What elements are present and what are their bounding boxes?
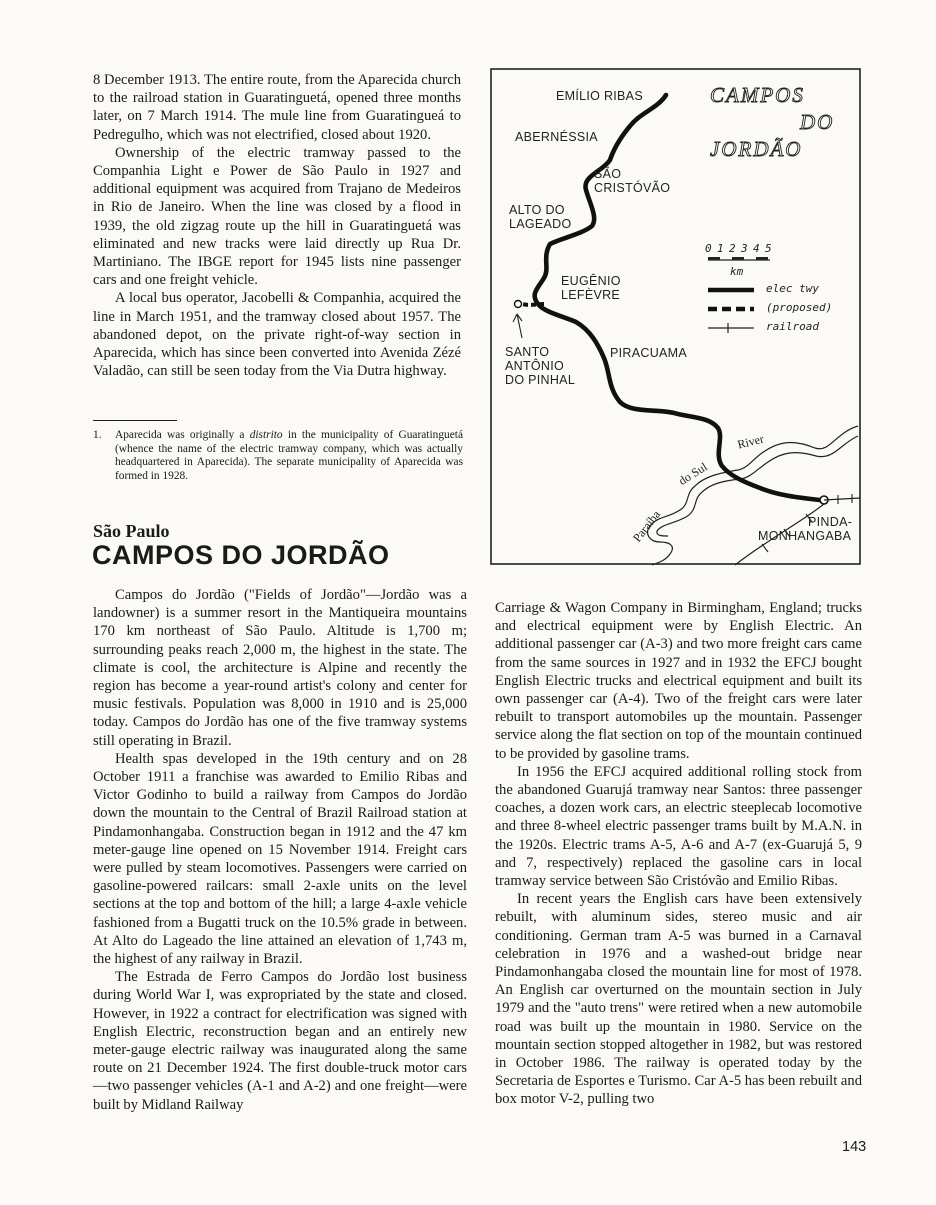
section-title: CAMPOS DO JORDÃO — [92, 540, 390, 570]
station-eugenio-lefevre-line-1: EUGÊNIO — [561, 274, 621, 288]
proposed-branch-line — [522, 304, 544, 305]
station-emilio-ribas: EMÍLIO RIBAS — [556, 89, 643, 103]
paragraph: Campos do Jordão ("Fields of Jordão"—Jordão was a landowner) is a summer resort in the Mantiqueira mountains 170 km northeast of São Paulo. Altitude is 1,700 m; surrounding peaks reach 2,000 m, the highest in the state. The climate is cool, the architecture is Alpine and recently the region has become a year-round artist's colony and center for music festivals. Population was 8,000 in 1910 and is 25,000 today. Campos do Jordão has one of the five tramway systems still operating in Brazil. — [93, 587, 467, 749]
paragraph: 8 December 1913. The entire route, from the Aparecida church to the railroad station in Guaratinguetá, opened three months later, on 7 March 1914. The mule line from Guaratingueá to Pedregulho, which was not electrified, closed about 1920. — [93, 72, 461, 143]
map-title-line-1: CAMPOS — [710, 83, 805, 107]
river-label-do-sul: do Sul — [676, 459, 710, 488]
paragraph: Ownership of the electric tramway passed to the Companhia Light e Power de São Paulo in 1927 and additional equipment was acquired from Trajano de Medeiros in Rio de Janeiro. When the line was closed by a flood in 1939, the old zigzag route up the hill in Guaratinguetá was eliminated and new tracks were laid directly up Rua Dr. Martiniano. The IBGE report for 1945 lists nine passenger cars and one freight vehicle. — [93, 144, 461, 289]
proposed-terminus-marker — [515, 301, 522, 308]
scale-tick-label: 4 — [753, 242, 760, 255]
station-abernessia: ABERNÉSSIA — [515, 130, 598, 144]
station-santo-antonio-line-2: ANTÔNIO — [505, 359, 565, 373]
region-heading: São Paulo — [93, 521, 170, 541]
footnote-number: 1. — [93, 429, 102, 441]
scale-tick-label: 1 — [717, 242, 724, 255]
scale-unit: km — [730, 265, 744, 278]
station-pindamonhangaba-line-1: PINDA- — [808, 515, 853, 529]
legend-proposed-label: (proposed) — [766, 301, 833, 314]
scale-tick-label: 0 — [705, 242, 712, 255]
railroad-line-east — [824, 498, 860, 500]
station-eugenio-lefevre-line-2: LEFÈVRE — [561, 288, 621, 302]
station-santo-antonio-line-1: SANTO — [505, 345, 550, 359]
santo-antonio-arrow — [513, 314, 522, 338]
river-label-river: River — [736, 431, 766, 452]
paragraph: The Estrada de Ferro Campos do Jordão lost business during World War I, was expropriated by the state and closed. However, in 1922 a contract for electrification was signed with English Electric, reconstruction began and an entirely new meter-gauge electric railway was inaugurated along the same route on 21 December 1924. The first double-truck motor cars—two passenger vehicles (A-1 and A-2) and one freight—were built by Midland Railway — [93, 969, 467, 1113]
scale-bar-fill — [756, 257, 768, 261]
footnote-text — [115, 429, 463, 483]
station-sao-cristovao-line-2: CRISTÓVÃO — [594, 181, 671, 195]
paragraph: In 1956 the EFCJ acquired additional rolling stock from the abandoned Guarujá tramway near Santos: three passenger coaches, a dozen work cars, an electric steeplecab locomotive and three 8-wheel electric passenger trams built by M.A.N. in the 1920s. Electric trams A-5, A-6 and A-7 (ex-Guarujá 5, 9 and 7, respectively) replaced the gasoline cars in local tramway service between São Cristóvão and Emilio Ribas. — [495, 763, 862, 890]
paragraph: In recent years the English cars have been extensively rebuilt, with aluminum sides, stereo music and air conditioning. German tram A-5 was burned in a Carnaval celebration in 1976 and a washed-out bridge near Pindamonhangaba closed the mountain line for most of 1978. An English car overturned on the mountain section in July 1979 and the "auto trens" were retired when a new automobile road was built up the mountain in 1980. Service on the mountain section stopped altogether in 1982, but was restored in October 1986. The railway is operated today by the Secretaria de Esportes e Turismo. Car A-5 has been rebuilt and box motor V-2, pulling two — [495, 891, 862, 1108]
paragraph: Carriage & Wagon Company in Birmingham, England; trucks and electrical equipment were by English Electric. An additional passenger car (A-3) and two more freight cars came from the same sources in 1927 and in 1932 the EFCJ bought English Electric trucks and electrical equipment and built its own passenger car (A-4). Two of the freight cars were later rebuilt to transport automobiles up the mountain. Passenger service along the flat section on top of the mountain continued to be provided by gasoline trams. — [495, 600, 862, 762]
station-santo-antonio-line-3: DO PINHAL — [505, 373, 576, 387]
scale-tick-label: 5 — [765, 242, 772, 255]
map-title-line-3: JORDÃO — [710, 137, 803, 161]
footnote-italic-term: distrito — [249, 429, 283, 441]
paragraph: Health spas developed in the 19th century and on 28 October 1911 a franchise was awarded to Emilio Ribas and Victor Godinho to build a railway from Campos do Jordão down the mountain to the Central of Brazil Railroad station at Pindamonhangaba. Construction began in 1912 and the 47 km meter-gauge line opened on 15 November 1914. Freight cars were pulled by steam locomotives. Passengers were carried on gasoline-powered railcars: small 2-axle units on the level sections at the top and bottom of the hill; a large 4-axle vehicle fashioned from a Bugatti truck on the 10.5% grade in between. At Alto do Lageado the line attained an elevation of 1,743 m, the highest of any railway in Brazil. — [93, 750, 467, 968]
route-map — [490, 68, 862, 566]
scale-tick-label: 3 — [741, 242, 748, 255]
station-piracuama: PIRACUAMA — [610, 346, 688, 360]
footnote-divider — [93, 420, 177, 421]
station-pindamonhangaba-line-2: MONHANGABA — [758, 529, 852, 543]
legend-elec-label: elec twy — [766, 282, 819, 295]
footnote-text-part: Aparecida was originally a — [115, 429, 250, 441]
right-column — [495, 599, 862, 1109]
station-alto-lageado-line-2: LAGEADO — [509, 217, 572, 231]
map-title-line-2: DO — [800, 110, 835, 134]
scale-bar-fill — [708, 257, 720, 261]
left-column-bottom — [93, 586, 467, 1114]
footnote — [93, 429, 463, 483]
page-number: 143 — [842, 1139, 867, 1155]
paragraph: A local bus operator, Jacobelli & Companhia, acquired the line in March 1951, and the tramway closed about 1957. The abandoned depot, on the private right-of-way section in Aparecida, which has since been converted into Avenida Zézé Valadão, can still be seen today from the Via Dutra highway. — [93, 290, 461, 380]
station-sao-cristovao-line-1: SÃO — [594, 167, 622, 181]
river-label-paraiba: Paraíba — [630, 507, 664, 545]
scale-tick-label: 2 — [729, 242, 736, 255]
footnote-text-part: in the municipality of Guaratinguetá (whence the name of the electric tramway company, which was actually headquartered in Aparecida). The separate municipality of Aparecida was formed in 1928. — [115, 429, 463, 482]
station-alto-lageado-line-1: ALTO DO — [509, 203, 565, 217]
scale-bar-fill — [732, 257, 744, 261]
legend-railroad-label: railroad — [766, 320, 819, 333]
left-column-top — [93, 71, 461, 380]
